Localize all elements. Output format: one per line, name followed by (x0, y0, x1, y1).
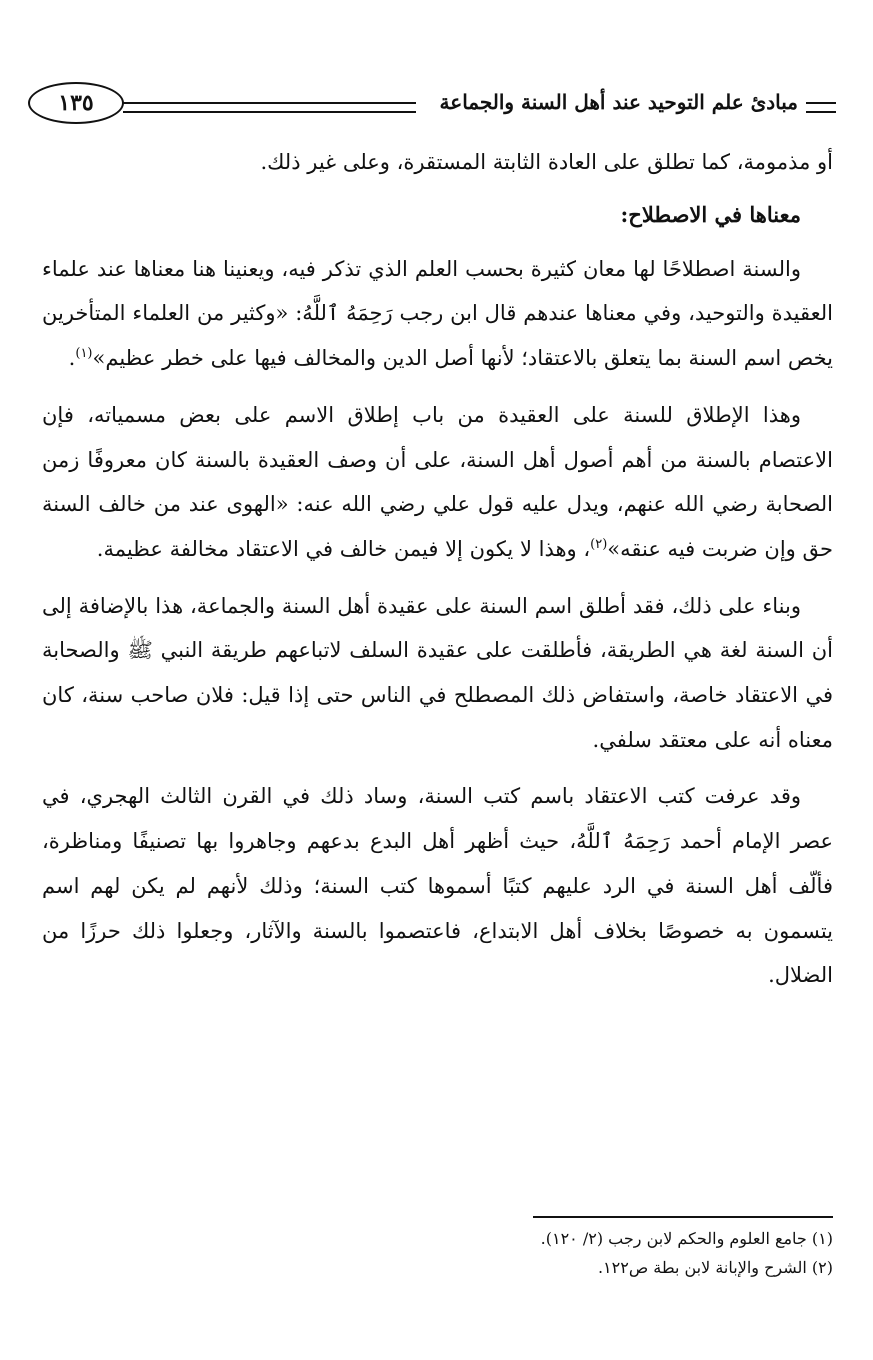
running-header (28, 82, 836, 132)
paragraph-consequence: وبناء على ذلك، فقد أطلق اسم السنة على عقيدة أهل السنة والجماعة، هذا بالإضافة إلى أن السنة لغة هي الطريقة، فأطلقت على عقيدة السلف لاتباعهم طريقة النبي ﷺ والصحابة في الاعتقاد خاصة، واستفاض ذلك المصطلح في الناس حتى إذا قيل: فلان صاحب سنة، كان معناه أنه على معتقد سلفي. (42, 593, 833, 752)
footnote-2: (٢) الشرح والإبانة لابن بطة ص١٢٢. (597, 1258, 833, 1277)
footnote-1: (١) جامع العلوم والحكم لابن رجب (٢/ ١٢٠). (540, 1229, 833, 1248)
footnote-ref-1[interactable]: (١) (75, 346, 93, 362)
paragraph-history: وقد عرفت كتب الاعتقاد باسم كتب السنة، وساد ذلك في القرن الثالث الهجري، في عصر الإمام أحمد رَحِمَهُ ٱللَّهُ، حيث أظهر أهل البدع بدعهم وجاهروا بها تصنيفًا ومناظرة، فألّف أهل السنة في الرد عليهم كتبًا أسموها كتب السنة؛ وذلك لأنهم لم يكن لهم اسم يتسمون به خصوصًا بخلاف أهل الابتداع، فاعتصموا بالسنة والآثار، وجعلوا ذلك حرزًا من الضلال. (42, 784, 833, 988)
section-heading: معناها في الاصطلاح: (620, 201, 801, 227)
paragraph-usage-text: وهذا الإطلاق للسنة على العقيدة من باب إطلاق الاسم على بعض مسمياته، فإن الاعتصام بالسنة من أهم أصول أهل السنة، على أن وصف العقيدة بالسنة كان معروفًا زمن الصحابة رضي الله عنهم، ويدل عليه قول علي رضي الله عنه: «الهوى عند من خالف السنة حق وإن ضربت فيه عنقه» (42, 402, 833, 561)
footnotes (42, 1224, 833, 1282)
paragraph-definition-end: . (68, 346, 76, 371)
page-number-badge (28, 82, 124, 124)
paragraph-usage-end: ، وهذا لا يكون إلا فيمن خالف في الاعتقاد مخالفة عظيمة. (96, 536, 591, 561)
footnote-ref-2[interactable]: (٢) (590, 536, 608, 552)
paragraph-continuation: أو مذمومة، كما تطلق على العادة الثابتة المستقرة، وعلى غير ذلك. (260, 150, 833, 174)
page-number: ١٣٥ (58, 90, 94, 116)
header-title: مبادئ علم التوحيد عند أهل السنة والجماعة (440, 90, 836, 114)
paragraph-usage (42, 393, 833, 572)
paragraph-definition-text: والسنة اصطلاحًا لها معان كثيرة بحسب العلم الذي تذكر فيه، ويعنينا هنا معناها عند علماء العقيدة والتوحيد، وفي معناها عندهم قال ابن رجب رَحِمَهُ ٱللَّهُ: «وكثير من العلماء المتأخرين يخص اسم السنة بما يتعلق بالاعتقاد؛ لأنها أصل الدين والمخالف فيها على خطر عظيم» (42, 256, 833, 371)
header-double-rule (123, 102, 416, 113)
footnote-separator (533, 1216, 833, 1218)
paragraph-definition (42, 247, 833, 381)
page-body (42, 140, 833, 998)
